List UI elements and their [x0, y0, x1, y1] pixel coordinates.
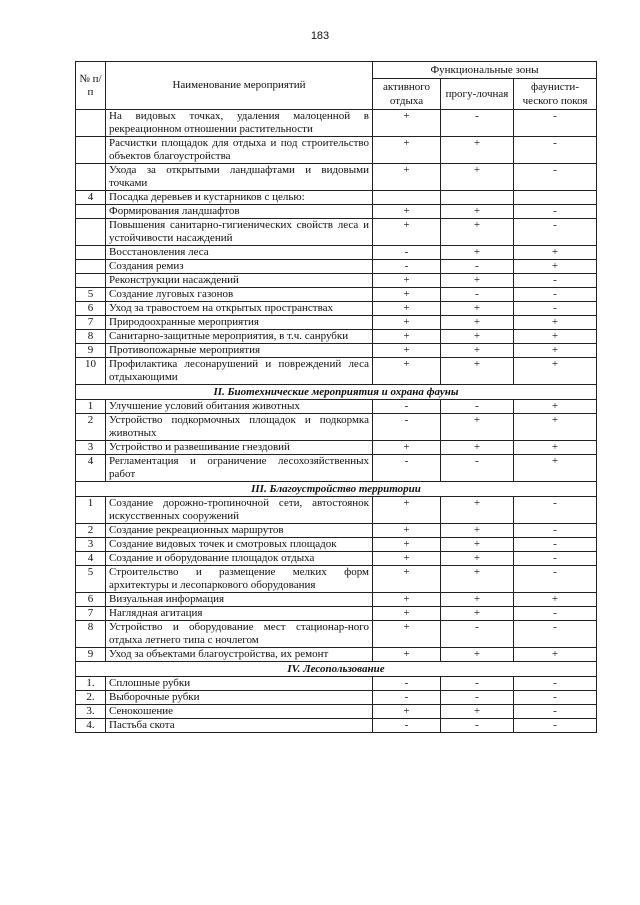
mark-walking: - — [441, 288, 514, 302]
mark-walking: + — [441, 316, 514, 330]
row-name: Ухода за открытыми ландшафтами и видовыми точками — [106, 164, 373, 191]
row-name: Устройство и оборудование мест стационар-ного отдыха летнего типа с ночлегом — [106, 621, 373, 648]
mark-walking: + — [441, 441, 514, 455]
mark-active: + — [373, 524, 441, 538]
row-name: На видовых точках, удаления малоценной в рекреационном отношении растительности — [106, 110, 373, 137]
mark-fauna: + — [514, 358, 597, 385]
row-number: 4 — [76, 191, 106, 205]
mark-walking: + — [441, 246, 514, 260]
row-name: Восстановления леса — [106, 246, 373, 260]
section-title: II. Биотехнические мероприятия и охрана фауны — [76, 385, 597, 400]
mark-active: + — [373, 110, 441, 137]
section-row — [76, 482, 597, 497]
mark-walking: - — [441, 260, 514, 274]
mark-active: + — [373, 566, 441, 593]
table-row — [76, 607, 597, 621]
row-name: Устройство и развешивание гнездовий — [106, 441, 373, 455]
row-name: Создание и оборудование площадок отдыха — [106, 552, 373, 566]
row-number: 1. — [76, 677, 106, 691]
mark-active — [373, 191, 441, 205]
mark-active: + — [373, 552, 441, 566]
table-row — [76, 497, 597, 524]
mark-walking: + — [441, 552, 514, 566]
row-name: Регламентация и ограничение лесохозяйственных работ — [106, 455, 373, 482]
mark-fauna: + — [514, 441, 597, 455]
mark-fauna: - — [514, 705, 597, 719]
mark-walking: + — [441, 607, 514, 621]
table-row — [76, 414, 597, 441]
row-name: Создание рекреационных маршрутов — [106, 524, 373, 538]
mark-active: + — [373, 441, 441, 455]
table-row — [76, 205, 597, 219]
mark-walking — [441, 191, 514, 205]
mark-active: - — [373, 400, 441, 414]
mark-fauna: + — [514, 344, 597, 358]
table-row — [76, 302, 597, 316]
row-number: 1 — [76, 400, 106, 414]
row-number — [76, 260, 106, 274]
mark-fauna: + — [514, 316, 597, 330]
mark-active: - — [373, 246, 441, 260]
table-row — [76, 552, 597, 566]
mark-active: + — [373, 302, 441, 316]
mark-active: + — [373, 288, 441, 302]
row-name: Посадка деревьев и кустарников с целью: — [106, 191, 373, 205]
header-zones: Функциональные зоны — [373, 62, 597, 79]
row-number: 3 — [76, 538, 106, 552]
table-row — [76, 344, 597, 358]
mark-fauna: - — [514, 552, 597, 566]
row-name: Создание луговых газонов — [106, 288, 373, 302]
mark-walking: + — [441, 705, 514, 719]
row-number — [76, 137, 106, 164]
mark-fauna: - — [514, 288, 597, 302]
row-name: Уход за объектами благоустройства, их ремонт — [106, 648, 373, 662]
row-name: Сплошные рубки — [106, 677, 373, 691]
row-number: 5 — [76, 566, 106, 593]
mark-active: + — [373, 497, 441, 524]
row-name: Пастьба скота — [106, 719, 373, 733]
row-name: Улучшение условий обитания животных — [106, 400, 373, 414]
header-zone-active: активного отдыха — [373, 79, 441, 110]
row-number: 6 — [76, 593, 106, 607]
mark-fauna: - — [514, 302, 597, 316]
row-number: 4 — [76, 552, 106, 566]
table-row — [76, 246, 597, 260]
table-row — [76, 538, 597, 552]
header-zone-walking: прогу-лочная — [441, 79, 514, 110]
mark-fauna — [514, 191, 597, 205]
mark-walking: - — [441, 400, 514, 414]
table-row — [76, 288, 597, 302]
mark-walking: + — [441, 344, 514, 358]
mark-fauna: - — [514, 719, 597, 733]
mark-active: + — [373, 164, 441, 191]
row-number: 1 — [76, 497, 106, 524]
row-number: 4. — [76, 719, 106, 733]
mark-walking: + — [441, 648, 514, 662]
section-row — [76, 662, 597, 677]
header-num: № п/п — [76, 62, 106, 110]
header-row-1 — [76, 62, 597, 79]
row-name: Визуальная информация — [106, 593, 373, 607]
mark-walking: + — [441, 593, 514, 607]
mark-active: + — [373, 358, 441, 385]
mark-walking: + — [441, 219, 514, 246]
table-row — [76, 455, 597, 482]
mark-fauna: - — [514, 691, 597, 705]
table-row — [76, 400, 597, 414]
table-row — [76, 566, 597, 593]
header-name: Наименование мероприятий — [106, 62, 373, 110]
table-row — [76, 593, 597, 607]
mark-walking: + — [441, 524, 514, 538]
row-number — [76, 246, 106, 260]
row-name: Сенокошение — [106, 705, 373, 719]
row-name: Реконструкции насаждений — [106, 274, 373, 288]
row-number — [76, 164, 106, 191]
row-name: Создание видовых точек и смотровых площадок — [106, 538, 373, 552]
table-row — [76, 648, 597, 662]
row-name: Расчистки площадок для отдыха и под строительство объектов благоустройства — [106, 137, 373, 164]
mark-active: + — [373, 219, 441, 246]
mark-active: + — [373, 330, 441, 344]
row-name: Формирования ландшафтов — [106, 205, 373, 219]
mark-active: + — [373, 705, 441, 719]
mark-fauna: - — [514, 607, 597, 621]
mark-walking: - — [441, 691, 514, 705]
mark-walking: - — [441, 719, 514, 733]
row-name: Повышения санитарно-гигиенических свойств леса и устойчивости насаждений — [106, 219, 373, 246]
mark-walking: - — [441, 621, 514, 648]
mark-fauna: - — [514, 274, 597, 288]
table-row — [76, 524, 597, 538]
row-name: Создания ремиз — [106, 260, 373, 274]
row-name: Устройство подкормочных площадок и подкормка животных — [106, 414, 373, 441]
table-row — [76, 330, 597, 344]
table-row — [76, 441, 597, 455]
table-row — [76, 705, 597, 719]
row-number — [76, 219, 106, 246]
mark-active: - — [373, 677, 441, 691]
mark-fauna: - — [514, 621, 597, 648]
row-number: 10 — [76, 358, 106, 385]
mark-walking: + — [441, 302, 514, 316]
mark-fauna: - — [514, 566, 597, 593]
measures-table — [75, 61, 597, 733]
row-number — [76, 110, 106, 137]
table-body — [76, 110, 597, 733]
mark-active: + — [373, 205, 441, 219]
row-number — [76, 274, 106, 288]
mark-fauna: + — [514, 648, 597, 662]
table-row — [76, 358, 597, 385]
table-row — [76, 260, 597, 274]
mark-walking: + — [441, 330, 514, 344]
row-number — [76, 205, 106, 219]
row-name: Наглядная агитация — [106, 607, 373, 621]
row-name: Создание дорожно-тропиночной сети, автостоянок искусственных сооружений — [106, 497, 373, 524]
mark-active: - — [373, 414, 441, 441]
mark-walking: + — [441, 205, 514, 219]
mark-walking: + — [441, 274, 514, 288]
mark-active: + — [373, 274, 441, 288]
mark-fauna: - — [514, 137, 597, 164]
mark-fauna: + — [514, 400, 597, 414]
mark-active: + — [373, 538, 441, 552]
mark-fauna: + — [514, 260, 597, 274]
mark-walking: + — [441, 566, 514, 593]
mark-active: - — [373, 691, 441, 705]
row-name: Санитарно-защитные мероприятия, в т.ч. санрубки — [106, 330, 373, 344]
section-title: III. Благоустройство территории — [76, 482, 597, 497]
table-row — [76, 219, 597, 246]
mark-active: - — [373, 719, 441, 733]
section-title: IV. Лесопользование — [76, 662, 597, 677]
mark-fauna: + — [514, 593, 597, 607]
mark-active: - — [373, 455, 441, 482]
mark-walking: - — [441, 455, 514, 482]
row-number: 7 — [76, 316, 106, 330]
row-number: 8 — [76, 621, 106, 648]
table-row — [76, 316, 597, 330]
mark-fauna: + — [514, 330, 597, 344]
mark-walking: + — [441, 538, 514, 552]
mark-fauna: - — [514, 205, 597, 219]
row-name: Выборочные рубки — [106, 691, 373, 705]
row-number: 5 — [76, 288, 106, 302]
row-name: Профилактика лесонарушений и повреждений леса отдыхающими — [106, 358, 373, 385]
table-row — [76, 164, 597, 191]
mark-fauna: + — [514, 455, 597, 482]
row-number: 2. — [76, 691, 106, 705]
mark-walking: + — [441, 414, 514, 441]
row-number: 4 — [76, 455, 106, 482]
mark-active: + — [373, 593, 441, 607]
mark-walking: + — [441, 137, 514, 164]
table-row — [76, 677, 597, 691]
mark-walking: + — [441, 358, 514, 385]
row-number: 6 — [76, 302, 106, 316]
mark-fauna: + — [514, 414, 597, 441]
row-number: 3. — [76, 705, 106, 719]
table-row — [76, 719, 597, 733]
row-number: 9 — [76, 648, 106, 662]
table-row — [76, 274, 597, 288]
page-number: 183 — [310, 30, 330, 42]
header-zone-fauna: фаунисти-ческого покоя — [514, 79, 597, 110]
row-name: Природоохранные мероприятия — [106, 316, 373, 330]
row-number: 2 — [76, 524, 106, 538]
mark-fauna: - — [514, 110, 597, 137]
mark-fauna: + — [514, 246, 597, 260]
mark-fauna: - — [514, 164, 597, 191]
mark-fauna: - — [514, 219, 597, 246]
section-row — [76, 385, 597, 400]
mark-active: + — [373, 648, 441, 662]
table-row — [76, 110, 597, 137]
mark-walking: + — [441, 497, 514, 524]
mark-walking: - — [441, 110, 514, 137]
mark-walking: - — [441, 677, 514, 691]
mark-fauna: - — [514, 524, 597, 538]
row-name: Противопожарные мероприятия — [106, 344, 373, 358]
mark-active: + — [373, 607, 441, 621]
row-name: Строительство и размещение мелких форм архитектуры и лесопаркового оборудования — [106, 566, 373, 593]
mark-fauna: - — [514, 677, 597, 691]
mark-active: + — [373, 137, 441, 164]
row-number: 8 — [76, 330, 106, 344]
row-number: 3 — [76, 441, 106, 455]
table-row — [76, 691, 597, 705]
table-row — [76, 137, 597, 164]
row-number: 9 — [76, 344, 106, 358]
mark-active: - — [373, 260, 441, 274]
mark-fauna: - — [514, 497, 597, 524]
mark-active: + — [373, 344, 441, 358]
mark-walking: + — [441, 164, 514, 191]
row-number: 2 — [76, 414, 106, 441]
table-row — [76, 621, 597, 648]
mark-active: + — [373, 316, 441, 330]
row-name: Уход за травостоем на открытых пространствах — [106, 302, 373, 316]
row-number: 7 — [76, 607, 106, 621]
mark-active: + — [373, 621, 441, 648]
mark-fauna: - — [514, 538, 597, 552]
table-row — [76, 191, 597, 205]
